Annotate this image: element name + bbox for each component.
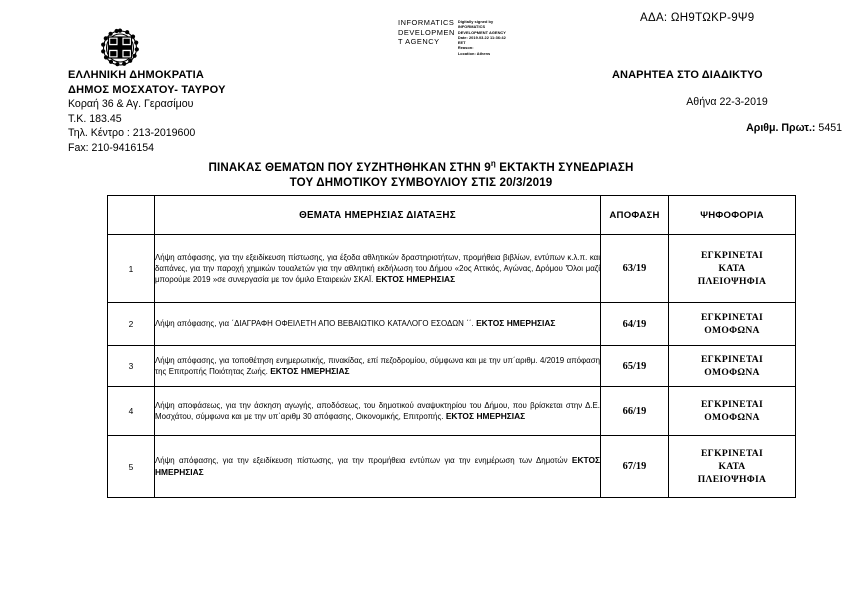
column-header-decision: ΑΠΟΦΑΣΗ [601, 196, 669, 235]
row-vote [669, 387, 796, 436]
vote-line: ΠΛΕΙΟΨΗΦΙΑ [697, 474, 767, 485]
page-title [0, 156, 842, 190]
page-title-line-1-b: ΕΚΤΑΚΤΗ ΣΥΝΕΔΡΙΑΣΗ [495, 160, 634, 174]
themes-table-wrapper [107, 195, 795, 498]
row-decision: 66/19 [601, 387, 669, 436]
protocol-label: Αριθμ. Πρωτ.: [746, 122, 816, 134]
row-theme-text: Λήψη αποφάσεως, για την άσκηση αγωγής, αποδόσεως, του δημοτικού αναψυκτηρίου του Δήμου, που βρίσκεται στην Δ.Ε. Μοσχάτου, σύμφωνα και με την υπ΄αριθμ 30 απόφασης, Οικονομικής, Επιτροπής. [155, 400, 600, 421]
row-theme-text: Λήψη απόφασης, για ΄ΔΙΑΓΡΑΦΗ ΟΦΕΙΛΕΤΗ ΑΠΟ ΒΕΒΑΙΩΤΙΚΟ ΚΑΤΑΛΟΓΟ ΕΣΟΔΩΝ ΄΄. [155, 319, 477, 329]
row-number: 4 [108, 387, 155, 436]
phone-number: Τηλ. Κέντρο : 213-2019600 [68, 127, 196, 140]
vote-line: ΕΓΚΡΙΝΕΤΑΙ [700, 448, 763, 459]
row-number: 3 [108, 346, 155, 387]
table-header [108, 196, 796, 235]
republic-name: ΕΛΛΗΝΙΚΗ ΔΗΜΟΚΡΑΤΙΑ [68, 69, 205, 81]
protocol-number-row [612, 121, 842, 135]
row-theme-text: Λήψη απόφασης, για την εξειδίκευση πίστωσης, για την προμήθεια εντύπων για την ενημέρωση των Δημοτών [155, 456, 572, 466]
row-theme-emphasis: ΕΚΤΟΣ ΗΜΕΡΗΣΙΑΣ [270, 366, 350, 376]
row-vote [669, 346, 796, 387]
signature-agency-line-3: T AGENCY [398, 37, 440, 47]
vote-line: ΟΜΟΦΩΝΑ [704, 412, 760, 423]
city-and-date: Αθήνα 22-3-2019 [686, 96, 768, 108]
column-header-number [108, 196, 155, 235]
row-decision: 64/19 [601, 303, 669, 346]
municipality-header [68, 68, 226, 156]
vote-line: ΕΓΚΡΙΝΕΤΑΙ [700, 399, 763, 410]
address-postcode: Τ.Κ. 183.45 [68, 112, 122, 125]
vote-line: ΕΓΚΡΙΝΕΤΑΙ [700, 312, 763, 323]
page-title-line-1-a: ΠΙΝΑΚΑΣ ΘΕΜΑΤΩΝ ΠΟΥ ΣΥΖΗΤΗΘΗΚΑΝ ΣΤΗΝ 9 [208, 160, 491, 174]
table-row [108, 387, 796, 436]
row-theme-emphasis: ΕΚΤΟΣ ΗΜΕΡΗΣΙΑΣ [155, 455, 600, 477]
vote-line: ΚΑΤΑ [718, 461, 746, 472]
greek-coat-of-arms-icon [98, 26, 142, 72]
fax-number: Fax: 210-9416154 [68, 141, 154, 154]
row-theme-emphasis: ΕΚΤΟΣ ΗΜΕΡΗΣΙΑΣ [476, 318, 556, 329]
signature-agency-line-2: DEVELOPMEN [398, 27, 455, 37]
row-number: 5 [108, 436, 155, 498]
table-row [108, 346, 796, 387]
row-theme [155, 235, 601, 303]
row-vote [669, 436, 796, 498]
row-theme-text: Λήψη απόφασης, για την εξειδίκευση πίστωσης, για έξοδα αθλητικών δραστηριοτήτων, προμήθεια βιβλίων, εντύπων κ.λ.π. και δαπάνες, για την παροχή χημικών τουαλετών για την αθλητική εκδήλωση του Δήμου «2ος Αττικός, Αγώνας, Δρόμου 'Όλοι μαζί μπορούμε 2019 »σε συνεργασία με τον όμιλο Εταιρειών ΣΚΑΪ. [155, 252, 600, 285]
signature-detail-line-2: INFORMATICS [457, 24, 486, 30]
page-title-line-1 [0, 156, 842, 175]
page-title-ordinal: η [490, 159, 496, 168]
row-theme-emphasis: ΕΚΤΟΣ ΗΜΕΡΗΣΙΑΣ [445, 411, 526, 421]
row-number: 1 [108, 235, 155, 303]
table-row [108, 235, 796, 303]
signature-detail-line-6: Reason: [457, 45, 474, 51]
row-theme-emphasis: ΕΚΤΟΣ ΗΜΕΡΗΣΙΑΣ [375, 274, 456, 285]
vote-line: ΠΛΕΙΟΨΗΦΙΑ [697, 276, 767, 287]
signature-agency-line-1: INFORMATICS [398, 18, 455, 27]
row-theme-text: Λήψη απόφασης, για τοποθέτηση ενημερωτικής, πινακίδας, επί πεζοδρομίου, σύμφωνα και με την υπ΄αριθμ. 4/2019 απόφαση της Επιτροπής Ποιότητας Ζωής. [155, 355, 600, 376]
vote-line: ΚΑΤΑ [718, 263, 746, 274]
table-row [108, 303, 796, 346]
row-theme [155, 436, 601, 498]
column-header-vote: ΨΗΦΟΦΟΡΙΑ [669, 196, 796, 235]
vote-line: ΕΓΚΡΙΝΕΤΑΙ [700, 250, 763, 261]
publication-header [612, 68, 842, 135]
signature-details [458, 18, 506, 56]
digital-signature-stamp [398, 18, 528, 62]
table-row [108, 436, 796, 498]
signature-detail-line-5: EET [457, 40, 466, 46]
row-decision: 63/19 [601, 235, 669, 303]
signature-detail-line-3: DEVELOPMENT AGENCY [457, 29, 506, 35]
row-theme [155, 346, 601, 387]
themes-table [107, 195, 796, 498]
table-header-row [108, 196, 796, 235]
signature-detail-line-4: Date: 2019.03.22 11:36:42 [457, 34, 506, 40]
signature-agency-name [398, 18, 455, 47]
vote-line: ΕΓΚΡΙΝΕΤΑΙ [700, 354, 763, 365]
row-decision: 65/19 [601, 346, 669, 387]
row-vote [669, 235, 796, 303]
publication-notice: ΑΝΑΡΗΤΕΑ ΣΤΟ ΔΙΑΔΙΚΤΥΟ [612, 69, 763, 81]
protocol-number: 5451 [818, 122, 842, 134]
row-decision: 67/19 [601, 436, 669, 498]
page-title-line-2: ΤΟΥ ΔΗΜΟΤΙΚΟΥ ΣΥΜΒΟΥΛΙΟΥ ΣΤΙΣ 20/3/2019 [289, 176, 553, 190]
vote-line: ΟΜΟΦΩΝΑ [704, 367, 760, 378]
signature-detail-line-1: Digitally signed by [457, 19, 494, 24]
table-body [108, 235, 796, 498]
row-theme [155, 387, 601, 436]
vote-line: ΟΜΟΦΩΝΑ [704, 325, 760, 336]
ada-code: ΑΔΑ: ΩΗ9ΤΩΚΡ-9Ψ9 [640, 12, 755, 24]
row-theme [155, 303, 601, 346]
row-number: 2 [108, 303, 155, 346]
municipality-name: ΔΗΜΟΣ ΜΟΣΧΑΤΟΥ- ΤΑΥΡΟΥ [68, 83, 226, 96]
address-street: Κοραή 36 & Αγ. Γερασίμου [68, 98, 194, 111]
row-vote [669, 303, 796, 346]
column-header-theme: ΘΕΜΑΤΑ ΗΜΕΡΗΣΙΑΣ ΔΙΑΤΑΞΗΣ [155, 196, 601, 235]
signature-detail-line-7: Location: Athens [457, 50, 491, 56]
